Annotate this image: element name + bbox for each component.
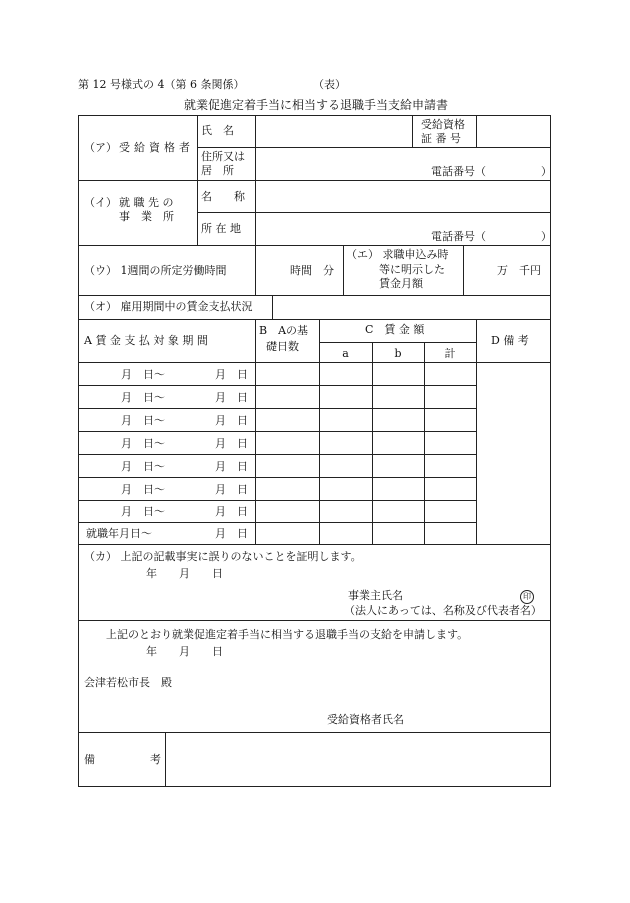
divider: [78, 620, 551, 621]
basis-days-header: B Aの基: [259, 324, 309, 337]
wage-offer-label-2: 等に明示した: [379, 263, 445, 276]
row-3-to: 月 日: [215, 414, 248, 427]
wage-payment-status-label: （オ） 雇用期間中の賃金支払状況: [84, 300, 253, 313]
recipient-label-prefix: （ア）: [84, 141, 117, 154]
row-2-from: 月 日〜: [121, 391, 165, 404]
form-number: 第 12 号様式の 4（第 6 条関係）: [78, 78, 245, 91]
remarks-label-right: 考: [150, 753, 161, 766]
divider: [78, 362, 551, 363]
divider: [197, 147, 551, 148]
seal-mark: 印: [520, 590, 534, 604]
workplace-label-prefix: （イ）: [84, 196, 117, 209]
divider: [78, 431, 476, 432]
divider: [78, 385, 476, 386]
certification-statement: （カ） 上記の記載事実に誤りのないことを証明します。: [84, 550, 362, 563]
company-name-label: 名 称: [201, 190, 245, 203]
row-7-from: 月 日〜: [121, 505, 165, 518]
divider: [424, 342, 425, 544]
divider: [197, 212, 551, 213]
divider: [197, 115, 198, 245]
divider: [412, 115, 413, 147]
corporation-note: （法人にあっては、名称及び代表者名）: [344, 604, 542, 617]
workplace-label: 就 職 先 の: [119, 196, 174, 209]
row-8-prefix: 就職年月日〜: [86, 527, 152, 540]
row-8-to: 月 日: [215, 527, 248, 540]
divider: [343, 245, 344, 295]
divider: [78, 245, 551, 246]
divider: [78, 408, 476, 409]
divider: [319, 342, 476, 343]
application-date: 年 月 日: [146, 645, 223, 658]
row-4-from: 月 日〜: [121, 437, 165, 450]
divider: [78, 522, 476, 523]
divider: [372, 342, 373, 544]
employer-name-label: 事業主氏名: [348, 589, 403, 602]
name-label: 氏 名: [201, 124, 234, 137]
remarks-label-left: 備: [84, 753, 95, 766]
applicant-name-label: 受給資格者氏名: [327, 713, 404, 726]
divider: [463, 245, 464, 295]
cert-number-label: 受給資格: [421, 118, 465, 131]
application-statement: 上記のとおり就業促進定着手当に相当する退職手当の支給を申請します。: [106, 628, 469, 641]
wage-amount-header: C 賃 金 額: [365, 323, 425, 336]
recipient-label: 受給資格者: [119, 141, 194, 154]
wage-period-header: A 賃 金 支 払 対 象 期 間: [84, 334, 208, 347]
wage-amount-col-b: b: [394, 347, 402, 360]
wage-amount-col-total: 計: [444, 347, 456, 360]
wage-offer-label-3: 賃金月額: [379, 277, 423, 290]
basis-days-header-2: 礎日数: [266, 340, 299, 353]
weekly-hours-units: 時間 分: [290, 264, 334, 277]
row-7-to: 月 日: [215, 505, 248, 518]
divider: [78, 454, 476, 455]
divider: [476, 115, 477, 147]
row-5-from: 月 日〜: [121, 460, 165, 473]
row-3-from: 月 日〜: [121, 414, 165, 427]
row-2-to: 月 日: [215, 391, 248, 404]
form-title: 就業促進定着手当に相当する退職手当支給申請書: [184, 98, 449, 112]
divider: [78, 319, 551, 320]
wage-offer-label: （エ） 求職申込み時: [346, 248, 449, 261]
wage-amount-col-a: a: [342, 347, 349, 360]
divider: [78, 477, 476, 478]
divider: [255, 319, 256, 544]
divider: [78, 544, 551, 545]
cert-number-label-2: 証 番 号: [421, 132, 461, 145]
address-label-2: 居 所: [201, 164, 234, 177]
divider: [272, 295, 273, 319]
address-label: 住所又は: [201, 150, 245, 163]
row-1-from: 月 日〜: [121, 368, 165, 381]
divider: [78, 500, 476, 501]
divider: [255, 245, 256, 295]
divider: [476, 319, 477, 544]
workplace-label-2: 事 業 所: [119, 210, 174, 223]
divider: [78, 295, 551, 296]
form-side-label: （表）: [313, 78, 346, 91]
row-5-to: 月 日: [215, 460, 248, 473]
divider: [78, 732, 551, 733]
weekly-hours-label: （ウ） 1週間の所定労働時間: [84, 264, 227, 277]
row-6-to: 月 日: [215, 483, 248, 496]
row-6-from: 月 日〜: [121, 483, 165, 496]
location-label: 所 在 地: [201, 222, 241, 235]
divider: [78, 180, 551, 181]
certification-date: 年 月 日: [146, 567, 223, 580]
row-1-to: 月 日: [215, 368, 248, 381]
divider: [255, 115, 256, 245]
company-phone-label: 電話番号（ ）: [431, 230, 552, 243]
divider: [165, 732, 166, 787]
wage-offer-units: 万 千円: [497, 264, 541, 277]
remarks-header: D 備 考: [491, 334, 529, 347]
row-4-to: 月 日: [215, 437, 248, 450]
phone-label: 電話番号（ ）: [431, 165, 552, 178]
addressee: 会津若松市長 殿: [84, 676, 172, 689]
